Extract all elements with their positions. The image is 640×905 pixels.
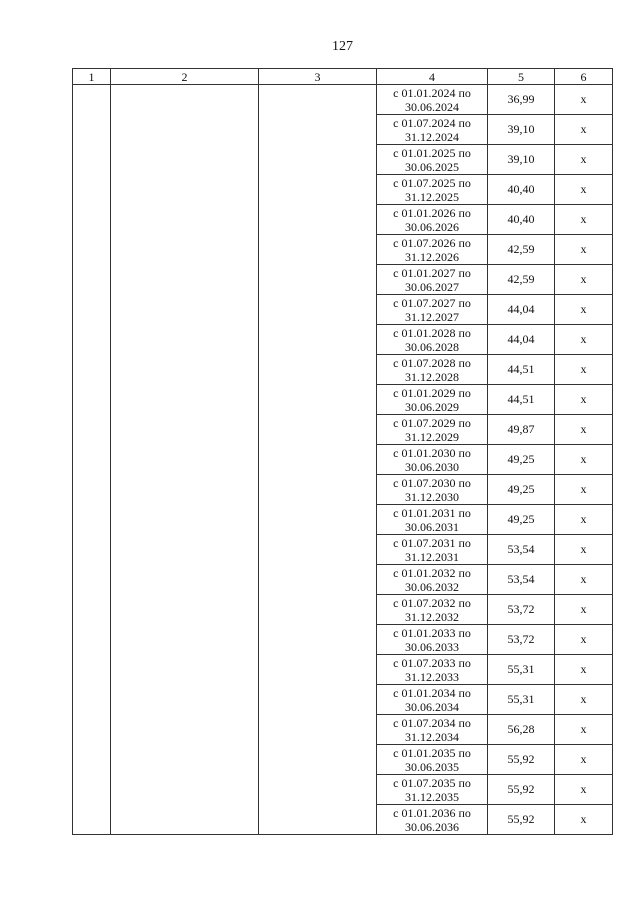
mark-cell: х [555,445,613,475]
mark-cell: х [555,805,613,835]
value-cell: 53,72 [488,625,555,655]
period-to: 30.06.2026 [405,219,459,234]
period-to: 31.12.2030 [405,489,459,504]
period-cell [377,295,488,325]
period-from: с 01.07.2028 по [393,355,471,370]
column-header: 4 [377,69,488,85]
period-to: 31.12.2028 [405,369,459,384]
value-cell: 39,10 [488,145,555,175]
mark-cell: х [555,595,613,625]
period-to: 30.06.2025 [405,159,459,174]
period-cell [377,145,488,175]
period-to: 31.12.2035 [405,789,459,804]
period-from: с 01.07.2033 по [393,655,471,670]
period-to: 30.06.2031 [405,519,459,534]
period-from: с 01.01.2029 по [393,385,471,400]
period-to: 31.12.2034 [405,729,459,744]
value-cell: 49,25 [488,475,555,505]
period-to: 30.06.2036 [405,819,459,834]
period-from: с 01.07.2032 по [393,595,471,610]
period-to: 30.06.2034 [405,699,459,714]
period-to: 30.06.2029 [405,399,459,414]
period-to: 30.06.2024 [405,99,459,114]
mark-cell: х [555,355,613,385]
value-cell: 42,59 [488,235,555,265]
table-row [73,85,613,115]
period-to: 30.06.2032 [405,579,459,594]
period-from: с 01.07.2024 по [393,115,471,130]
period-cell [377,775,488,805]
period-to: 30.06.2033 [405,639,459,654]
period-cell [377,685,488,715]
blank-cell-col1 [73,85,111,835]
period-cell [377,175,488,205]
header-row [73,69,613,85]
value-cell: 39,10 [488,115,555,145]
value-cell: 53,54 [488,565,555,595]
period-to: 30.06.2028 [405,339,459,354]
period-to: 31.12.2025 [405,189,459,204]
period-to: 31.12.2029 [405,429,459,444]
page-number: 127 [332,39,353,54]
period-from: с 01.01.2034 по [393,685,471,700]
mark-cell: х [555,235,613,265]
period-from: с 01.07.2030 по [393,475,471,490]
period-to: 31.12.2032 [405,609,459,624]
period-cell [377,205,488,235]
value-cell: 42,59 [488,265,555,295]
period-cell [377,505,488,535]
mark-cell: х [555,565,613,595]
period-to: 30.06.2035 [405,759,459,774]
value-cell: 36,99 [488,85,555,115]
mark-cell: х [555,625,613,655]
period-to: 31.12.2027 [405,309,459,324]
mark-cell: х [555,505,613,535]
period-from: с 01.07.2034 по [393,715,471,730]
mark-cell: х [555,415,613,445]
value-cell: 53,54 [488,535,555,565]
value-cell: 55,92 [488,805,555,835]
period-from: с 01.01.2024 по [393,85,471,100]
value-cell: 55,31 [488,655,555,685]
period-cell [377,745,488,775]
period-cell [377,355,488,385]
period-from: с 01.07.2031 по [393,535,471,550]
period-from: с 01.01.2027 по [393,265,471,280]
mark-cell: х [555,205,613,235]
value-cell: 44,04 [488,295,555,325]
period-cell [377,85,488,115]
tariff-table [72,68,613,835]
mark-cell: х [555,325,613,355]
mark-cell: х [555,745,613,775]
period-from: с 01.01.2031 по [393,505,471,520]
period-cell [377,475,488,505]
value-cell: 44,51 [488,355,555,385]
period-cell [377,415,488,445]
value-cell: 55,31 [488,685,555,715]
period-cell [377,115,488,145]
period-cell [377,445,488,475]
mark-cell: х [555,535,613,565]
column-header: 3 [259,69,377,85]
value-cell: 56,28 [488,715,555,745]
mark-cell: х [555,145,613,175]
mark-cell: х [555,265,613,295]
mark-cell: х [555,115,613,145]
period-from: с 01.01.2035 по [393,745,471,760]
value-cell: 49,25 [488,505,555,535]
period-to: 30.06.2030 [405,459,459,474]
mark-cell: х [555,685,613,715]
mark-cell: х [555,475,613,505]
mark-cell: х [555,85,613,115]
period-from: с 01.07.2026 по [393,235,471,250]
value-cell: 55,92 [488,745,555,775]
period-from: с 01.07.2027 по [393,295,471,310]
column-header: 1 [73,69,111,85]
period-from: с 01.07.2029 по [393,415,471,430]
period-to: 31.12.2024 [405,129,459,144]
column-header: 5 [488,69,555,85]
period-cell [377,625,488,655]
value-cell: 44,04 [488,325,555,355]
period-cell [377,595,488,625]
mark-cell: х [555,655,613,685]
period-to: 31.12.2031 [405,549,459,564]
period-to: 30.06.2027 [405,279,459,294]
value-cell: 53,72 [488,595,555,625]
mark-cell: х [555,295,613,325]
mark-cell: х [555,175,613,205]
period-from: с 01.07.2025 по [393,175,471,190]
period-to: 31.12.2026 [405,249,459,264]
period-from: с 01.01.2030 по [393,445,471,460]
period-to: 31.12.2033 [405,669,459,684]
value-cell: 40,40 [488,175,555,205]
column-header: 2 [111,69,259,85]
period-cell [377,715,488,745]
period-cell [377,535,488,565]
value-cell: 55,92 [488,775,555,805]
period-cell [377,235,488,265]
blank-cell-col2 [111,85,259,835]
period-cell [377,655,488,685]
value-cell: 49,87 [488,415,555,445]
mark-cell: х [555,775,613,805]
period-from: с 01.01.2036 по [393,805,471,820]
column-header: 6 [555,69,613,85]
mark-cell: х [555,715,613,745]
period-from: с 01.01.2028 по [393,325,471,340]
blank-cell-col3 [259,85,377,835]
period-cell [377,385,488,415]
period-from: с 01.07.2035 по [393,775,471,790]
period-cell [377,565,488,595]
period-cell [377,805,488,835]
value-cell: 44,51 [488,385,555,415]
period-from: с 01.01.2033 по [393,625,471,640]
value-cell: 49,25 [488,445,555,475]
value-cell: 40,40 [488,205,555,235]
period-from: с 01.01.2026 по [393,205,471,220]
table-body [73,85,613,835]
mark-cell: х [555,385,613,415]
period-from: с 01.01.2032 по [393,565,471,580]
period-cell [377,325,488,355]
period-cell [377,265,488,295]
period-from: с 01.01.2025 по [393,145,471,160]
